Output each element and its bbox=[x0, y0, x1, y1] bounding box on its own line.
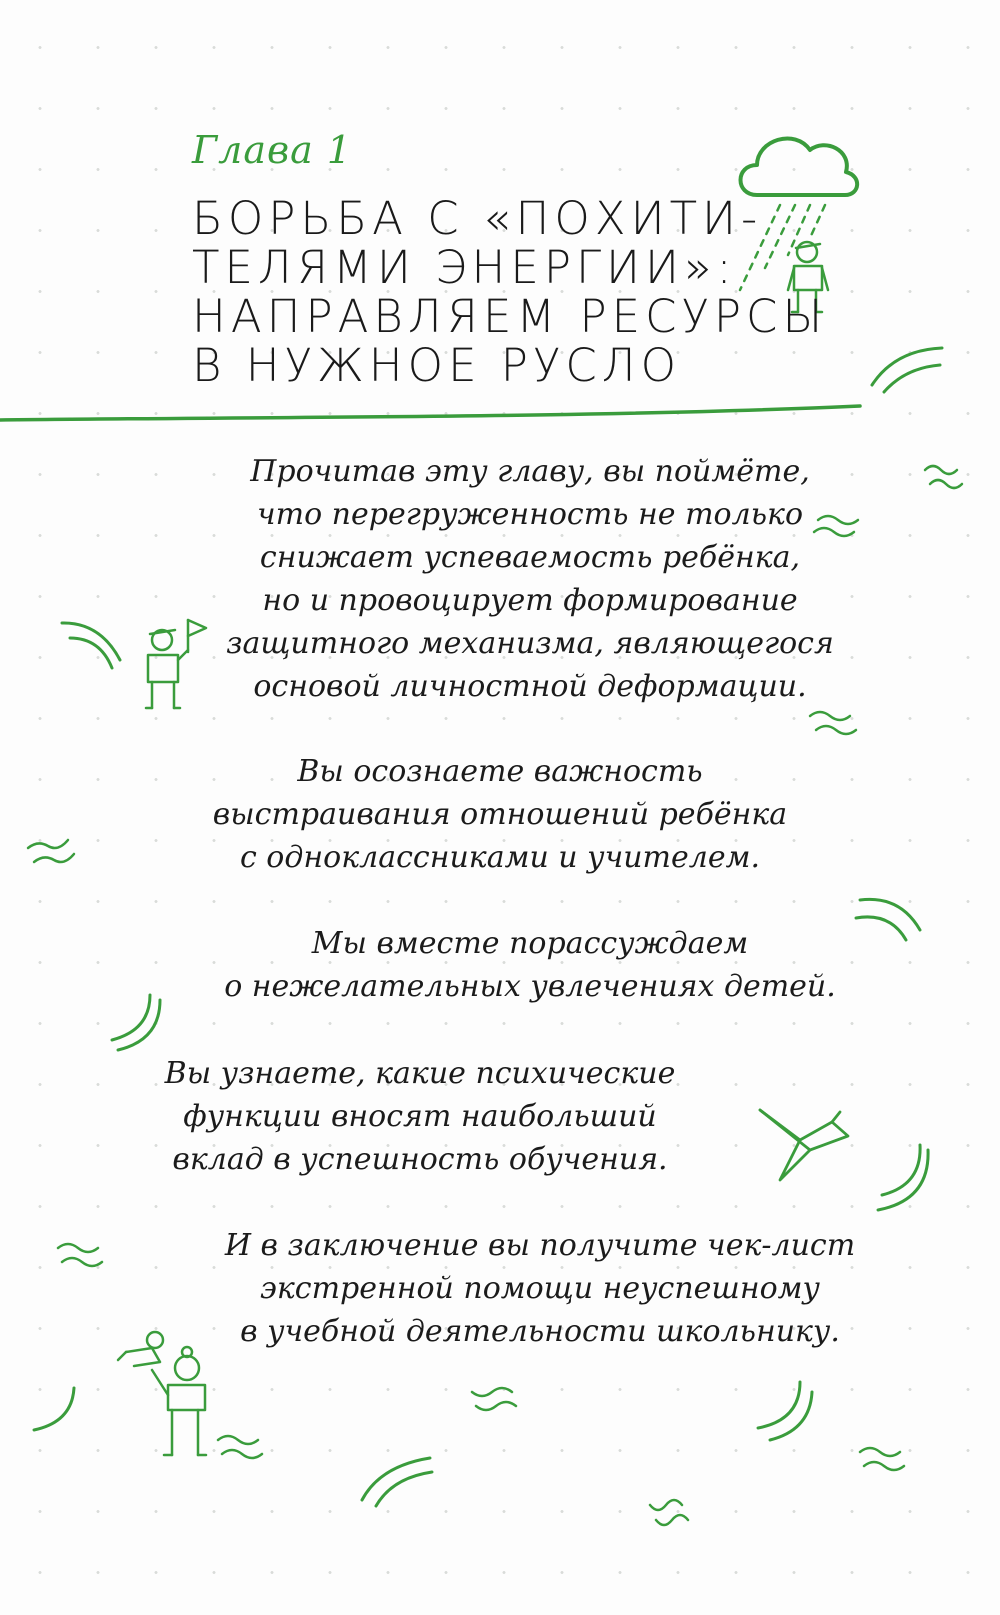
chapter-label: Глава 1 bbox=[192, 128, 353, 172]
paragraph-line: но и провоцирует формирование bbox=[262, 583, 798, 618]
title-divider bbox=[0, 406, 860, 420]
paragraph-line: вклад в успешность обучения. bbox=[172, 1142, 668, 1177]
title-line: ТЕЛЯМИ ЭНЕРГИИ»: bbox=[192, 241, 737, 294]
paragraph-line: что перегруженность не только bbox=[256, 497, 804, 532]
paragraph-line: Вы осознаете важность bbox=[297, 754, 703, 789]
origami-bird-icon bbox=[760, 1110, 848, 1180]
paragraph-relationships bbox=[170, 750, 830, 879]
paragraph-hobbies bbox=[200, 922, 860, 1008]
paragraph-overload bbox=[200, 450, 860, 708]
paragraph-mental-functions bbox=[120, 1052, 720, 1181]
paragraph-line: в учебной деятельности школьнику. bbox=[240, 1314, 840, 1349]
paragraph-line: защитного механизма, являющегося bbox=[226, 626, 834, 661]
paragraph-line: снижает успеваемость ребёнка, bbox=[259, 540, 801, 575]
paragraph-line: о нежелательных увлечениях детей. bbox=[224, 969, 836, 1004]
title-line: В НУЖНОЕ РУСЛО bbox=[192, 339, 682, 392]
paragraph-line: Прочитав эту главу, вы поймёте, bbox=[250, 454, 810, 489]
title-line: БОРЬБА С «ПОХИТИ- bbox=[192, 192, 763, 245]
title-line: НАПРАВЛЯЕМ РЕСУРСЫ bbox=[192, 290, 828, 343]
paragraph-line: Вы узнаете, какие психические bbox=[164, 1056, 676, 1091]
paragraph-line: экстренной помощи неуспешному bbox=[260, 1271, 820, 1306]
paragraph-line: Мы вместе порассуждаем bbox=[311, 926, 749, 961]
paragraph-checklist bbox=[190, 1224, 890, 1353]
paragraph-line: основой личностной деформации. bbox=[253, 669, 807, 704]
paragraph-line: функции вносят наибольший bbox=[183, 1099, 657, 1134]
chapter-title bbox=[192, 192, 828, 392]
child-with-flag-icon bbox=[146, 620, 206, 708]
paragraph-line: выстраивания отношений ребёнка bbox=[212, 797, 788, 832]
paragraph-line: с одноклассниками и учителем. bbox=[239, 840, 761, 875]
paragraph-line: И в заключение вы получите чек-лист bbox=[224, 1228, 856, 1263]
